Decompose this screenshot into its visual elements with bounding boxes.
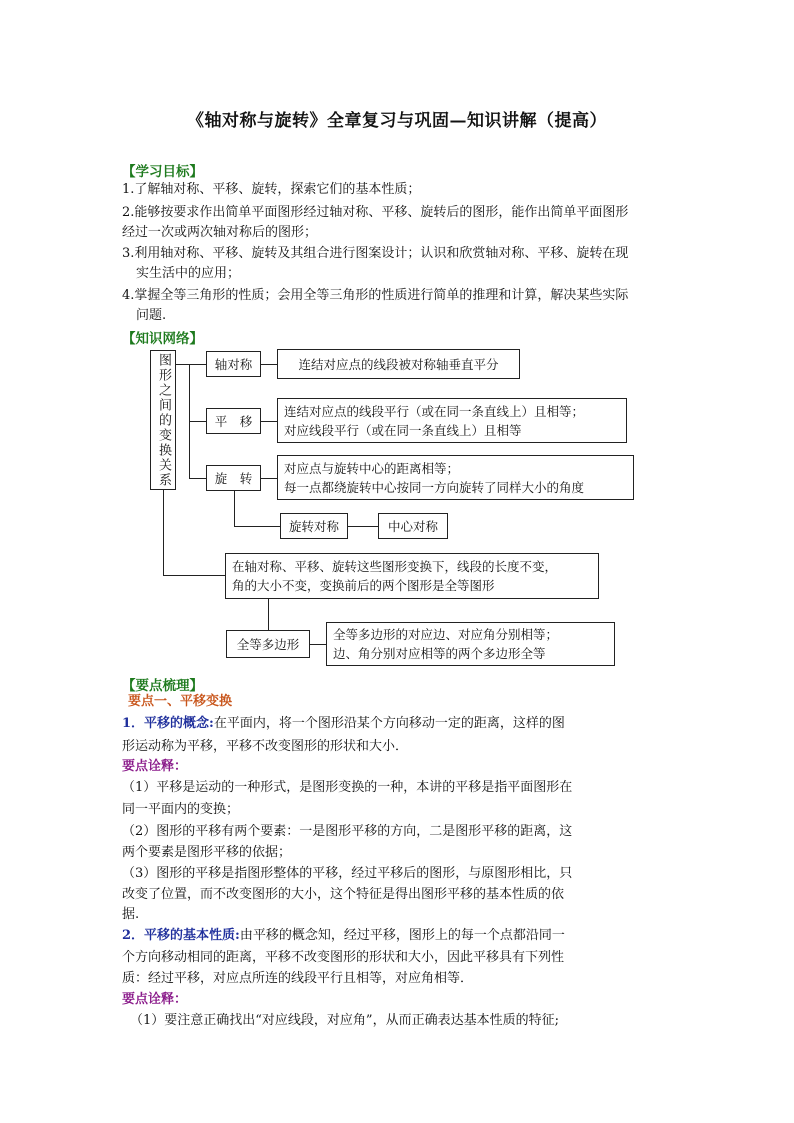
diagram-rot-sym-box: 旋转对称 [280, 513, 348, 539]
objective-line: 经过一次或两次轴对称后的图形； [122, 225, 318, 240]
diagram-root-box [150, 350, 176, 490]
diagram-connector [189, 478, 206, 479]
note-label: 要点诠释： [122, 759, 188, 774]
diagram-connector [234, 491, 235, 526]
diagram-connector [268, 599, 269, 630]
diagram-congruent-desc: 全等多边形的对应边、对应角分别相等； 边、角分别对应相等的两个多边形全等 [326, 622, 615, 666]
term-label: 1．平移的概念: [122, 716, 214, 731]
objectives-heading: 【学习目标】 [122, 164, 203, 180]
points-heading: 【要点梳理】 [122, 678, 203, 694]
note-line: 同一平面内的变换； [122, 802, 240, 817]
note-line: 两个要素是图形平移的依据； [122, 845, 292, 860]
page-title: 《轴对称与旋转》全章复习与巩固—知识讲解（提高） [187, 111, 607, 131]
diagram-translate-label: 平 移 [214, 414, 253, 429]
note-line: （3）图形的平移是指图形整体的平移，经过平移后的图形，与原图形相比，只 [122, 866, 573, 881]
diagram-connector [261, 364, 277, 365]
term-label: 2．平移的基本性质: [122, 928, 240, 943]
diagram-axis-label: 轴对称 [214, 357, 253, 372]
diagram-connector [310, 644, 326, 645]
diagram-rotate-desc: 对应点与旋转中心的距离相等； 每一点都绕旋转中心按同一方向旋转了同样大小的角度 [277, 455, 634, 500]
diagram-connector [176, 364, 206, 365]
paragraph-line: 2．平移的基本性质:由平移的概念知，经过平移，图形上的每一个点都沿同一 [122, 928, 565, 943]
paragraph-line: 形运动称为平移，平移不改变图形的形状和大小． [122, 739, 409, 754]
diagram-connector [163, 575, 225, 576]
note-line: 据. [122, 907, 140, 922]
diagram-center-sym-box: 中心对称 [378, 513, 448, 539]
objective-line: 4.掌握全等三角形的性质；会用全等三角形的性质进行简单的推理和计算，解决某些实际 [122, 288, 629, 303]
paragraph-line: 1．平移的概念:在平面内，将一个图形沿某个方向移动一定的距离，这样的图 [122, 716, 565, 731]
note-line: （1）要注意正确找出“对应线段，对应角”，从而正确表达基本性质的特征; [130, 1013, 559, 1028]
paragraph-line: 质：经过平移，对应点所连的线段平行且相等，对应角相等． [122, 971, 474, 986]
objective-line: 2.能够按要求作出简单平面图形经过轴对称、平移、旋转后的图形，能作出简单平面图形 [122, 205, 629, 220]
diagram-connector [261, 478, 277, 479]
network-heading: 【知识网络】 [122, 331, 203, 347]
diagram-rotate-label: 旋 转 [214, 471, 253, 486]
section-subheading: 要点一、平移变换 [128, 694, 233, 709]
paragraph-line: 个方向移动相同的距离，平移不改变图形的形状和大小，因此平移具有下列性 [122, 950, 565, 965]
diagram-translate-desc: 连结对应点的线段平行（或在同一条直线上）且相等； 对应线段平行（或在同一条直线上）且相等 [277, 398, 627, 443]
objective-line: 1.了解轴对称、平移、旋转，探索它们的基本性质； [122, 182, 421, 197]
diagram-axis-desc: 连结对应点的线段被对称轴垂直平分 [277, 349, 520, 379]
diagram-congruent-box: 全等多边形 [226, 630, 310, 658]
note-line: （2）图形的平移有两个要素：一是图形平移的方向，二是图形平移的距离，这 [122, 824, 573, 839]
note-label: 要点诠释： [122, 992, 188, 1007]
diagram-connector [348, 526, 378, 527]
objective-line: 3.利用轴对称、平移、旋转及其组合进行图案设计；认识和欣赏轴对称、平移、旋转在现 [122, 246, 629, 261]
note-line: （1）平移是运动的一种形式，是图形变换的一种，本讲的平移是指平面图形在 [122, 780, 573, 795]
diagram-root-label: 图形之间的变换关系 [156, 352, 171, 488]
objective-line: 问题. [136, 308, 167, 323]
objective-line: 实生活中的应用； [136, 266, 241, 281]
diagram-connector [163, 490, 164, 575]
diagram-translate-box [206, 408, 261, 434]
note-line: 改变了位置，而不改变图形的大小，这个特征是得出图形平移的基本性质的依 [122, 887, 565, 902]
diagram-connector [189, 421, 206, 422]
diagram-rotate-box [206, 465, 261, 491]
diagram-axis-box [206, 351, 261, 377]
diagram-connector [261, 421, 277, 422]
diagram-common-desc: 在轴对称、平移、旋转这些图形变换下，线段的长度不变， 角的大小不变，变换前后的两个图形是全等图形 [225, 553, 599, 599]
diagram-connector [234, 526, 280, 527]
